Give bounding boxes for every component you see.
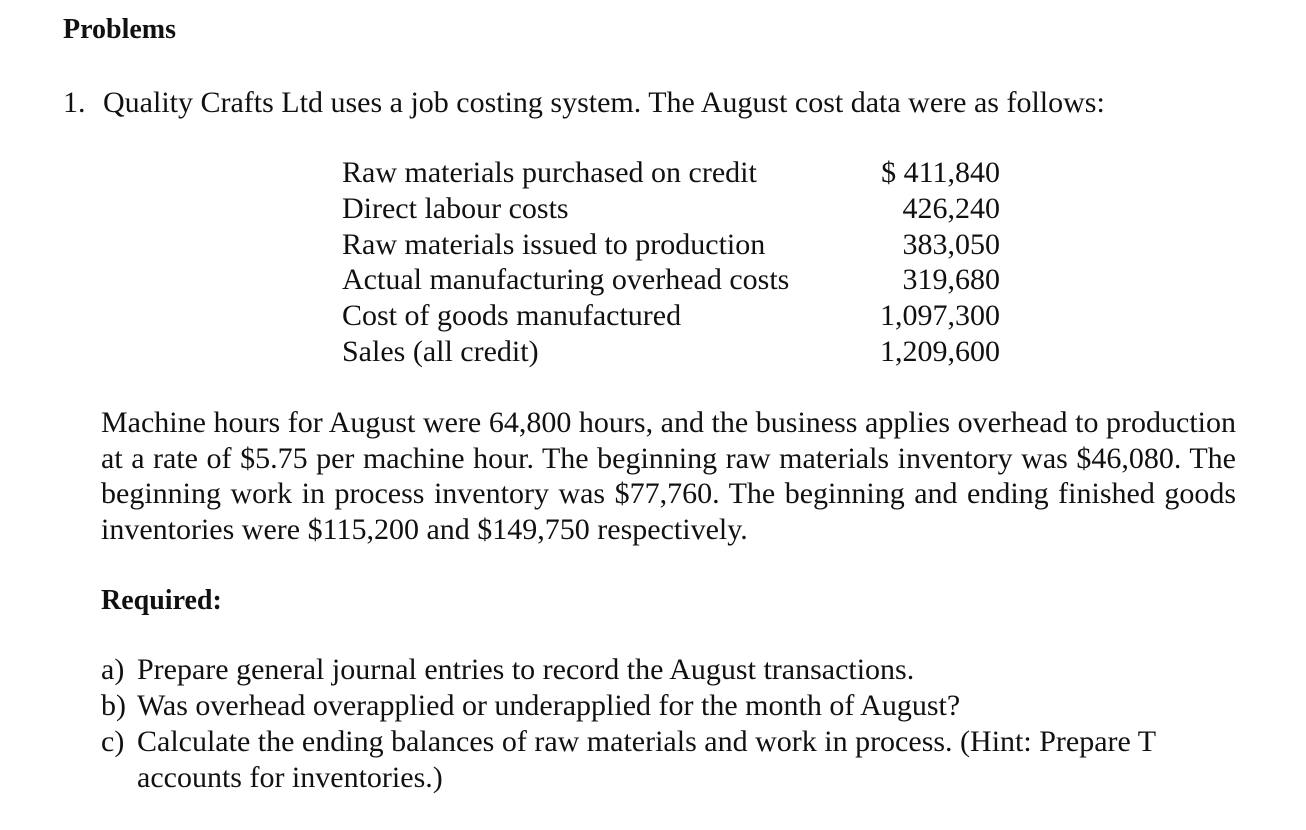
page-heading: Problems [63,14,177,45]
cost-value: 426,240 [902,191,1000,225]
cost-label: Raw materials purchased on credit [342,156,757,189]
required-item [101,652,1221,688]
cost-row [342,334,1000,370]
required-item-text: Was overhead overapplied or underapplied for the month of August? [137,689,961,722]
required-item-letter: c) [101,725,125,758]
question-number: 1. [63,86,86,119]
cost-label: Cost of goods manufactured [342,299,682,333]
question-text: Quality Crafts Ltd uses a job costing system. The August cost data were as follows: [103,86,1105,119]
cost-row [342,262,1000,298]
required-item [101,688,1221,724]
cost-label: Sales (all credit) [342,334,539,368]
cost-label: Actual manufacturing overhead costs [342,263,790,297]
cost-label: Raw materials issued to production [342,227,766,261]
cost-value: $ 411,840 [881,156,1000,189]
cost-row [342,227,1000,263]
question-intro [63,84,1105,122]
cost-value: 383,050 [902,227,1000,261]
problem-paragraph: Machine hours for August were 64,800 hours, and the business applies overhead to production at a rate of $5.75 per machine hour. The beginning raw materials inventory was $46,080. The beginning work in process inventory was $77,760. The beginning and ending finished goods inventories were $115,200 and $149,750 respectively. [101,406,1236,547]
cost-row [342,191,1000,227]
cost-value: 1,097,300 [880,299,1000,333]
cost-row [342,155,1000,191]
cost-row [342,298,1000,334]
required-item-letter: b) [101,689,126,722]
cost-label: Direct labour costs [342,191,569,225]
required-list [101,652,1221,796]
required-item-letter: a) [101,653,125,686]
required-heading: Required: [101,585,222,616]
cost-data-table [342,155,1000,370]
cost-value: 319,680 [902,263,1000,297]
required-item-text: Prepare general journal entries to record the August transactions. [137,653,915,686]
required-item [101,724,1221,796]
required-item-text: Calculate the ending balances of raw materials and work in process. (Hint: Prepare T accounts for inventories.) [137,725,1156,794]
cost-value: 1,209,600 [880,334,1000,368]
